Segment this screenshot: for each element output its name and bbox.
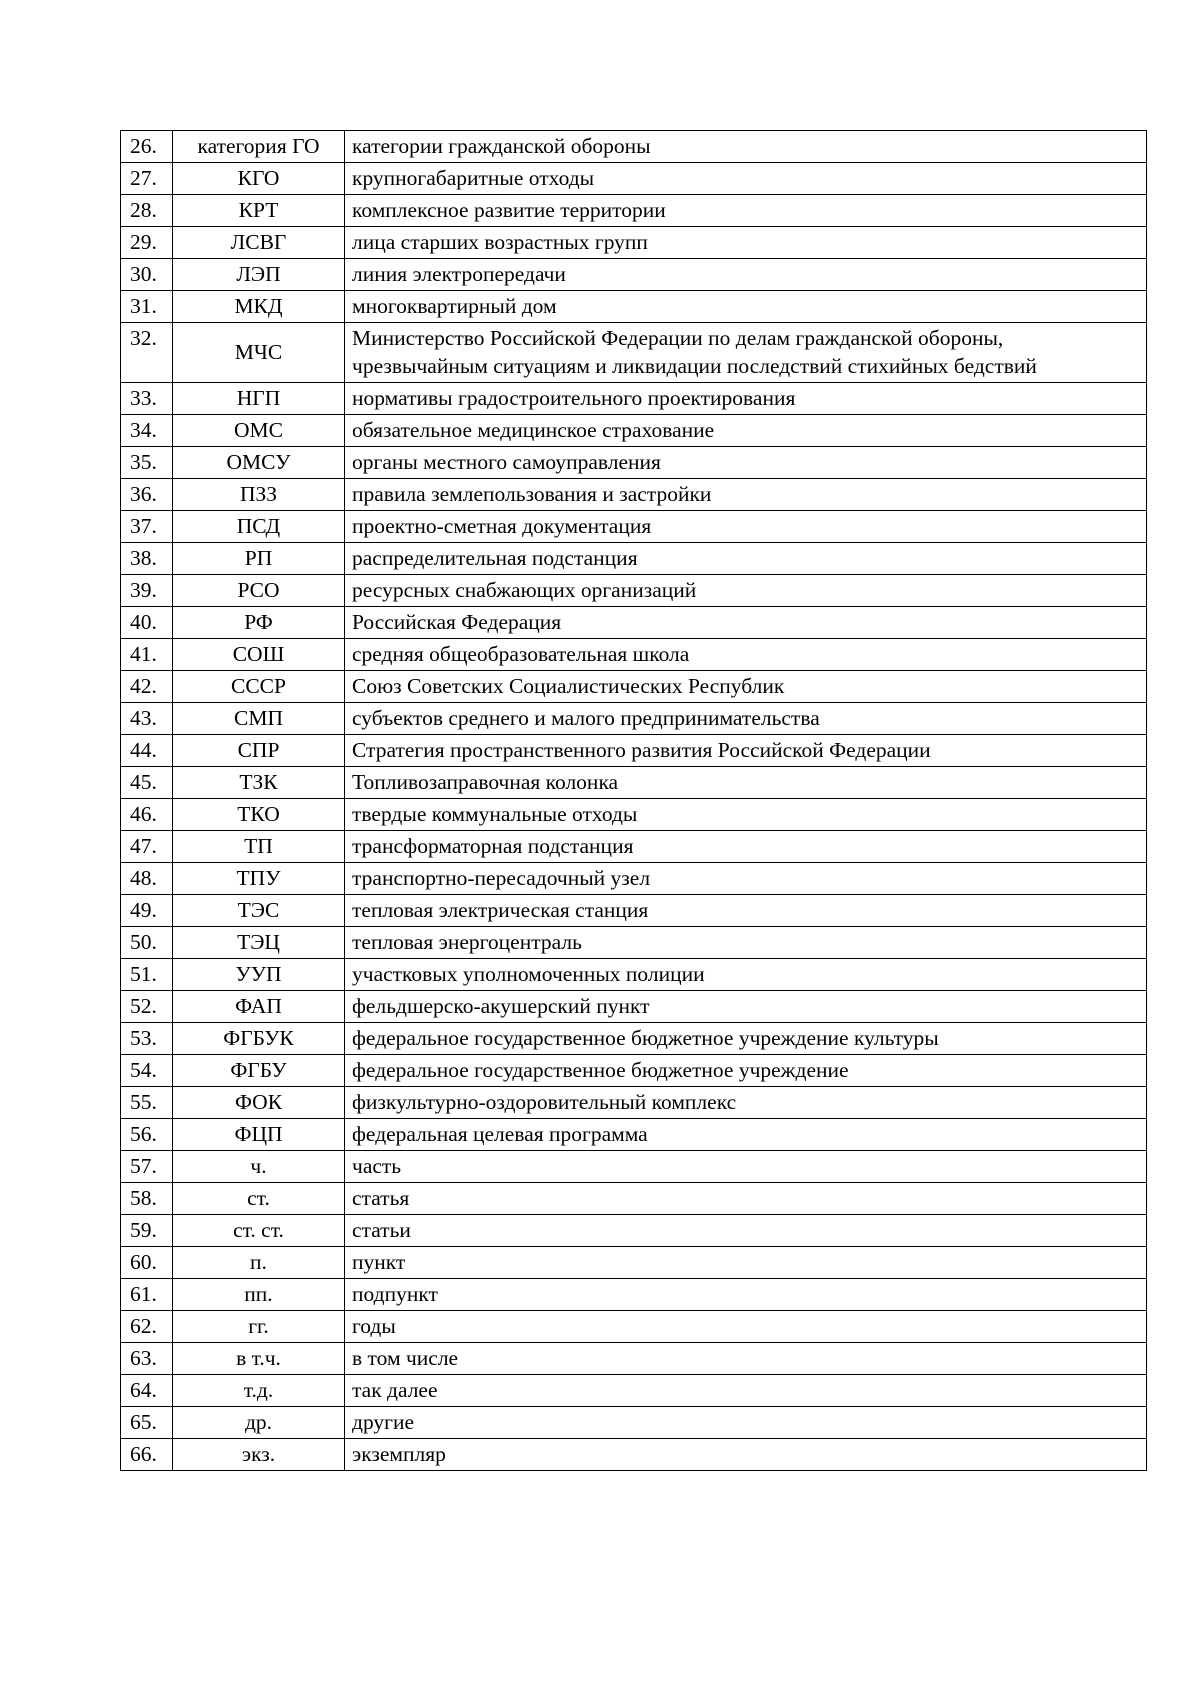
row-number: 61. <box>121 1279 173 1311</box>
table-row <box>121 1375 1147 1407</box>
abbreviation-cell: ФГБУ <box>173 1055 345 1087</box>
meaning-cell: многоквартирный дом <box>345 291 1147 323</box>
row-number: 60. <box>121 1247 173 1279</box>
table-row <box>121 131 1147 163</box>
row-number: 38. <box>121 543 173 575</box>
row-number: 32. <box>121 323 173 383</box>
table-row <box>121 323 1147 383</box>
meaning-cell: средняя общеобразовательная школа <box>345 639 1147 671</box>
meaning-cell: экземпляр <box>345 1439 1147 1471</box>
table-row <box>121 895 1147 927</box>
meaning-cell: твердые коммунальные отходы <box>345 799 1147 831</box>
meaning-cell: Стратегия пространственного развития Российской Федерации <box>345 735 1147 767</box>
meaning-cell: Союз Советских Социалистических Республик <box>345 671 1147 703</box>
abbreviation-cell: СССР <box>173 671 345 703</box>
table-row <box>121 227 1147 259</box>
row-number: 43. <box>121 703 173 735</box>
meaning-cell: комплексное развитие территории <box>345 195 1147 227</box>
row-number: 65. <box>121 1407 173 1439</box>
row-number: 51. <box>121 959 173 991</box>
meaning-cell: в том числе <box>345 1343 1147 1375</box>
abbreviation-cell: РП <box>173 543 345 575</box>
abbreviation-cell: т.д. <box>173 1375 345 1407</box>
row-number: 42. <box>121 671 173 703</box>
meaning-cell: тепловая электрическая станция <box>345 895 1147 927</box>
table-row <box>121 1279 1147 1311</box>
abbreviation-cell: ФГБУК <box>173 1023 345 1055</box>
abbreviation-cell: РФ <box>173 607 345 639</box>
table-row <box>121 1183 1147 1215</box>
meaning-cell: Топливозаправочная колонка <box>345 767 1147 799</box>
abbreviation-cell: СОШ <box>173 639 345 671</box>
table-row <box>121 447 1147 479</box>
table-row <box>121 1055 1147 1087</box>
row-number: 35. <box>121 447 173 479</box>
meaning-cell: органы местного самоуправления <box>345 447 1147 479</box>
meaning-cell: Российская Федерация <box>345 607 1147 639</box>
meaning-cell: проектно-сметная документация <box>345 511 1147 543</box>
meaning-cell: категории гражданской обороны <box>345 131 1147 163</box>
abbreviation-cell: РСО <box>173 575 345 607</box>
table-row <box>121 1151 1147 1183</box>
meaning-cell: лица старших возрастных групп <box>345 227 1147 259</box>
table-row <box>121 607 1147 639</box>
row-number: 41. <box>121 639 173 671</box>
row-number: 49. <box>121 895 173 927</box>
row-number: 44. <box>121 735 173 767</box>
row-number: 28. <box>121 195 173 227</box>
meaning-cell: статьи <box>345 1215 1147 1247</box>
table-row <box>121 1343 1147 1375</box>
table-row <box>121 291 1147 323</box>
table-row <box>121 1311 1147 1343</box>
table-row <box>121 703 1147 735</box>
row-number: 37. <box>121 511 173 543</box>
meaning-cell: нормативы градостроительного проектирования <box>345 383 1147 415</box>
meaning-cell: ресурсных снабжающих организаций <box>345 575 1147 607</box>
abbreviation-cell: ТЗК <box>173 767 345 799</box>
abbreviation-cell: ПСД <box>173 511 345 543</box>
abbreviation-cell: НГП <box>173 383 345 415</box>
table-row <box>121 195 1147 227</box>
abbreviation-cell: ПЗЗ <box>173 479 345 511</box>
abbreviation-cell: ЛЭП <box>173 259 345 291</box>
abbreviation-cell: МКД <box>173 291 345 323</box>
abbreviation-cell: ЛСВГ <box>173 227 345 259</box>
abbreviation-cell: ст. <box>173 1183 345 1215</box>
row-number: 55. <box>121 1087 173 1119</box>
row-number: 39. <box>121 575 173 607</box>
table-row <box>121 1407 1147 1439</box>
meaning-cell: крупногабаритные отходы <box>345 163 1147 195</box>
abbreviation-cell: ФОК <box>173 1087 345 1119</box>
table-row <box>121 259 1147 291</box>
row-number: 33. <box>121 383 173 415</box>
abbreviation-cell: ОМСУ <box>173 447 345 479</box>
meaning-cell: распределительная подстанция <box>345 543 1147 575</box>
abbreviation-cell: экз. <box>173 1439 345 1471</box>
row-number: 40. <box>121 607 173 639</box>
row-number: 63. <box>121 1343 173 1375</box>
abbreviations-table <box>120 130 1147 1471</box>
meaning-cell: тепловая энергоцентраль <box>345 927 1147 959</box>
meaning-cell: статья <box>345 1183 1147 1215</box>
row-number: 29. <box>121 227 173 259</box>
abbreviation-cell: ФЦП <box>173 1119 345 1151</box>
abbreviation-cell: ч. <box>173 1151 345 1183</box>
abbreviation-cell: ТПУ <box>173 863 345 895</box>
abbreviation-cell: п. <box>173 1247 345 1279</box>
table-row <box>121 575 1147 607</box>
row-number: 27. <box>121 163 173 195</box>
abbreviation-cell: категория ГО <box>173 131 345 163</box>
abbreviation-cell: пп. <box>173 1279 345 1311</box>
meaning-cell: пункт <box>345 1247 1147 1279</box>
table-row <box>121 959 1147 991</box>
table-row <box>121 383 1147 415</box>
meaning-cell: обязательное медицинское страхование <box>345 415 1147 447</box>
table-row <box>121 863 1147 895</box>
row-number: 47. <box>121 831 173 863</box>
row-number: 50. <box>121 927 173 959</box>
abbreviation-cell: СМП <box>173 703 345 735</box>
table-row <box>121 639 1147 671</box>
table-row <box>121 479 1147 511</box>
meaning-cell: субъектов среднего и малого предпринимательства <box>345 703 1147 735</box>
meaning-cell: физкультурно-оздоровительный комплекс <box>345 1087 1147 1119</box>
meaning-cell: фельдшерско-акушерский пункт <box>345 991 1147 1023</box>
abbreviation-cell: др. <box>173 1407 345 1439</box>
table-row <box>121 735 1147 767</box>
row-number: 56. <box>121 1119 173 1151</box>
row-number: 31. <box>121 291 173 323</box>
meaning-cell: транспортно-пересадочный узел <box>345 863 1147 895</box>
table-row <box>121 1087 1147 1119</box>
meaning-cell: правила землепользования и застройки <box>345 479 1147 511</box>
meaning-cell: линия электропередачи <box>345 259 1147 291</box>
abbreviations-table-body <box>121 131 1147 1471</box>
table-row <box>121 1215 1147 1247</box>
table-row <box>121 991 1147 1023</box>
meaning-cell: другие <box>345 1407 1147 1439</box>
table-row <box>121 1119 1147 1151</box>
abbreviation-cell: ФАП <box>173 991 345 1023</box>
table-row <box>121 767 1147 799</box>
abbreviation-cell: УУП <box>173 959 345 991</box>
row-number: 45. <box>121 767 173 799</box>
row-number: 62. <box>121 1311 173 1343</box>
abbreviation-cell: КРТ <box>173 195 345 227</box>
row-number: 57. <box>121 1151 173 1183</box>
table-row <box>121 1439 1147 1471</box>
meaning-cell: федеральное государственное бюджетное учреждение культуры <box>345 1023 1147 1055</box>
abbreviation-cell: КГО <box>173 163 345 195</box>
row-number: 59. <box>121 1215 173 1247</box>
table-row <box>121 511 1147 543</box>
table-row <box>121 799 1147 831</box>
meaning-cell: Министерство Российской Федерации по делам гражданской обороны, чрезвычайным ситуациям и ликвидации последствий стихийных бедствий <box>345 323 1147 383</box>
abbreviation-cell: ТЭС <box>173 895 345 927</box>
meaning-cell: часть <box>345 1151 1147 1183</box>
meaning-cell: годы <box>345 1311 1147 1343</box>
meaning-cell: подпункт <box>345 1279 1147 1311</box>
table-row <box>121 1023 1147 1055</box>
meaning-cell: федеральная целевая программа <box>345 1119 1147 1151</box>
abbreviation-cell: МЧС <box>173 323 345 383</box>
row-number: 36. <box>121 479 173 511</box>
row-number: 53. <box>121 1023 173 1055</box>
row-number: 26. <box>121 131 173 163</box>
row-number: 64. <box>121 1375 173 1407</box>
row-number: 48. <box>121 863 173 895</box>
abbreviation-cell: ТЭЦ <box>173 927 345 959</box>
row-number: 66. <box>121 1439 173 1471</box>
meaning-cell: так далее <box>345 1375 1147 1407</box>
table-row <box>121 415 1147 447</box>
row-number: 54. <box>121 1055 173 1087</box>
table-row <box>121 1247 1147 1279</box>
table-row <box>121 927 1147 959</box>
row-number: 46. <box>121 799 173 831</box>
abbreviation-cell: ст. ст. <box>173 1215 345 1247</box>
abbreviation-cell: СПР <box>173 735 345 767</box>
row-number: 34. <box>121 415 173 447</box>
abbreviation-cell: ОМС <box>173 415 345 447</box>
abbreviation-cell: в т.ч. <box>173 1343 345 1375</box>
abbreviation-cell: ТП <box>173 831 345 863</box>
meaning-cell: участковых уполномоченных полиции <box>345 959 1147 991</box>
table-row <box>121 163 1147 195</box>
table-row <box>121 671 1147 703</box>
table-row <box>121 543 1147 575</box>
abbreviation-cell: гг. <box>173 1311 345 1343</box>
row-number: 58. <box>121 1183 173 1215</box>
abbreviation-cell: ТКО <box>173 799 345 831</box>
meaning-cell: федеральное государственное бюджетное учреждение <box>345 1055 1147 1087</box>
row-number: 30. <box>121 259 173 291</box>
table-row <box>121 831 1147 863</box>
row-number: 52. <box>121 991 173 1023</box>
meaning-cell: трансформаторная подстанция <box>345 831 1147 863</box>
